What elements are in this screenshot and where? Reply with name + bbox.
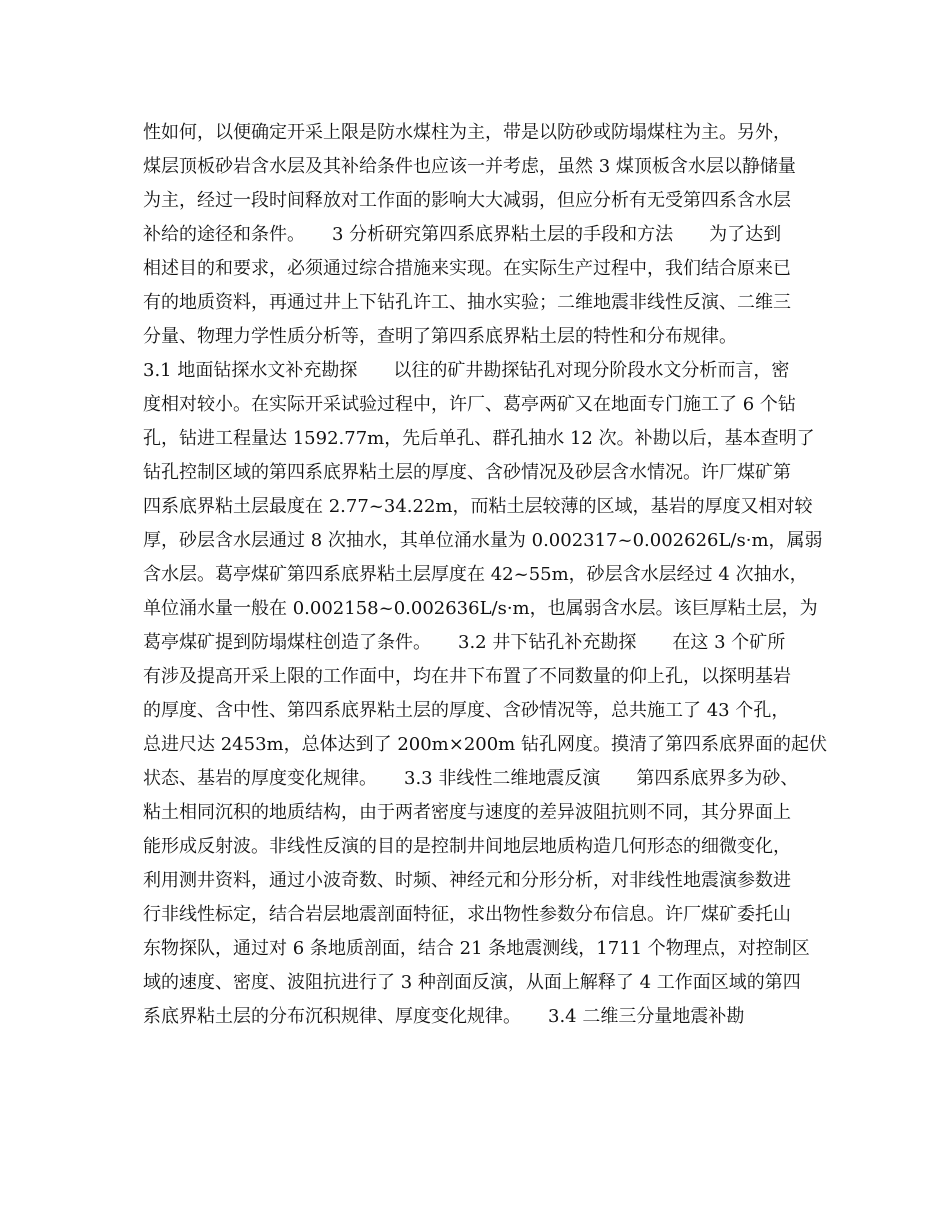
- text-line: 分量、物理力学性质分析等，查明了第四系底界粘土层的特性和分布规律。: [143, 326, 737, 347]
- text-line: 钻孔控制区域的第四系底界粘土层的厚度、含砂情况及砂层含水情况。许厂煤矿第: [143, 462, 791, 483]
- text-line: 总进尺达 2453m，总体达到了 200m×200m 钻孔网度。摸清了第四系底界面的起伏: [143, 734, 827, 755]
- text-line: 厚，砂层含水层通过 8 次抽水，其单位涌水量为 0.002317~0.002626L/s·m，属弱: [143, 530, 823, 551]
- text-line: 有涉及提高开采上限的工作面中，均在井下布置了不同数量的仰上孔，以探明基岩: [143, 666, 791, 687]
- text-line: 度相对较小。在实际开采试验过程中，许厂、葛亭两矿又在地面专门施工了 6 个钻: [143, 394, 796, 415]
- text-line: 3.1 地面钻探水文补充勘探 以往的矿井勘探钻孔对现分阶段水文分析而言，密: [143, 360, 790, 381]
- text-line: 为主，经过一段时间释放对工作面的影响大大减弱，但应分析有无受第四系含水层: [143, 190, 791, 211]
- text-line: 性如何，以便确定开采上限是防水煤柱为主，带是以防砂或防塌煤柱为主。另外，: [143, 122, 791, 143]
- text-line: 补给的途径和条件。 3 分析研究第四系底界粘土层的手段和方法 为了达到: [143, 224, 782, 245]
- text-line: 系底界粘土层的分布沉积规律、厚度变化规律。 3.4 二维三分量地震补勘: [143, 1006, 745, 1027]
- text-line: 粘土相同沉积的地质结构，由于两者密度与速度的差异波阻抗则不同，其分界面上: [143, 802, 791, 823]
- text-line: 单位涌水量一般在 0.002158~0.002636L/s·m，也属弱含水层。该巨厚粘土层，为: [143, 598, 818, 619]
- text-line: 相述目的和要求，必须通过综合措施来实现。在实际生产过程中，我们结合原来已: [143, 258, 791, 279]
- text-line: 四系底界粘土层最度在 2.77~34.22m，而粘土层较薄的区域，基岩的厚度又相对较: [143, 496, 813, 517]
- text-line: 有的地质资料，再通过井上下钻孔许工、抽水实验；二维地震非线性反演、二维三: [143, 292, 791, 313]
- text-line: 利用测井资料，通过小波奇数、时频、神经元和分形分析，对非线性地震演参数进: [143, 870, 791, 891]
- text-line: 含水层。葛亭煤矿第四系底界粘土层厚度在 42~55m，砂层含水层经过 4 次抽水，: [143, 564, 808, 585]
- text-line: 东物探队，通过对 6 条地质剖面，结合 21 条地震测线，1711 个物理点，对控制区: [143, 938, 810, 959]
- text-line: 煤层顶板砂岩含水层及其补给条件也应该一并考虑，虽然 3 煤顶板含水层以静储量: [143, 156, 796, 177]
- body-text: [143, 116, 833, 1034]
- text-line: 行非线性标定，结合岩层地震剖面特征，求出物性参数分布信息。许厂煤矿委托山: [143, 904, 791, 925]
- text-line: 的厚度、含中性、第四系底界粘土层的厚度、含砂情况等，总共施工了 43 个孔，: [143, 700, 790, 721]
- text-line: 状态、基岩的厚度变化规律。 3.3 非线性二维地震反演 第四系底界多为砂、: [143, 768, 799, 789]
- text-line: 能形成反射波。非线性反演的目的是控制井间地层地质构造几何形态的细微变化，: [143, 836, 791, 857]
- text-line: 葛亭煤矿提到防塌煤柱创造了条件。 3.2 井下钻孔补充勘探 在这 3 个矿所: [143, 632, 786, 653]
- text-line: 域的速度、密度、波阻抗进行了 3 种剖面反演，从面上解释了 4 工作面区域的第四: [143, 972, 801, 993]
- text-line: 孔，钻进工程量达 1592.77m，先后单孔、群孔抽水 12 次。补勘以后，基本查明了: [143, 428, 815, 449]
